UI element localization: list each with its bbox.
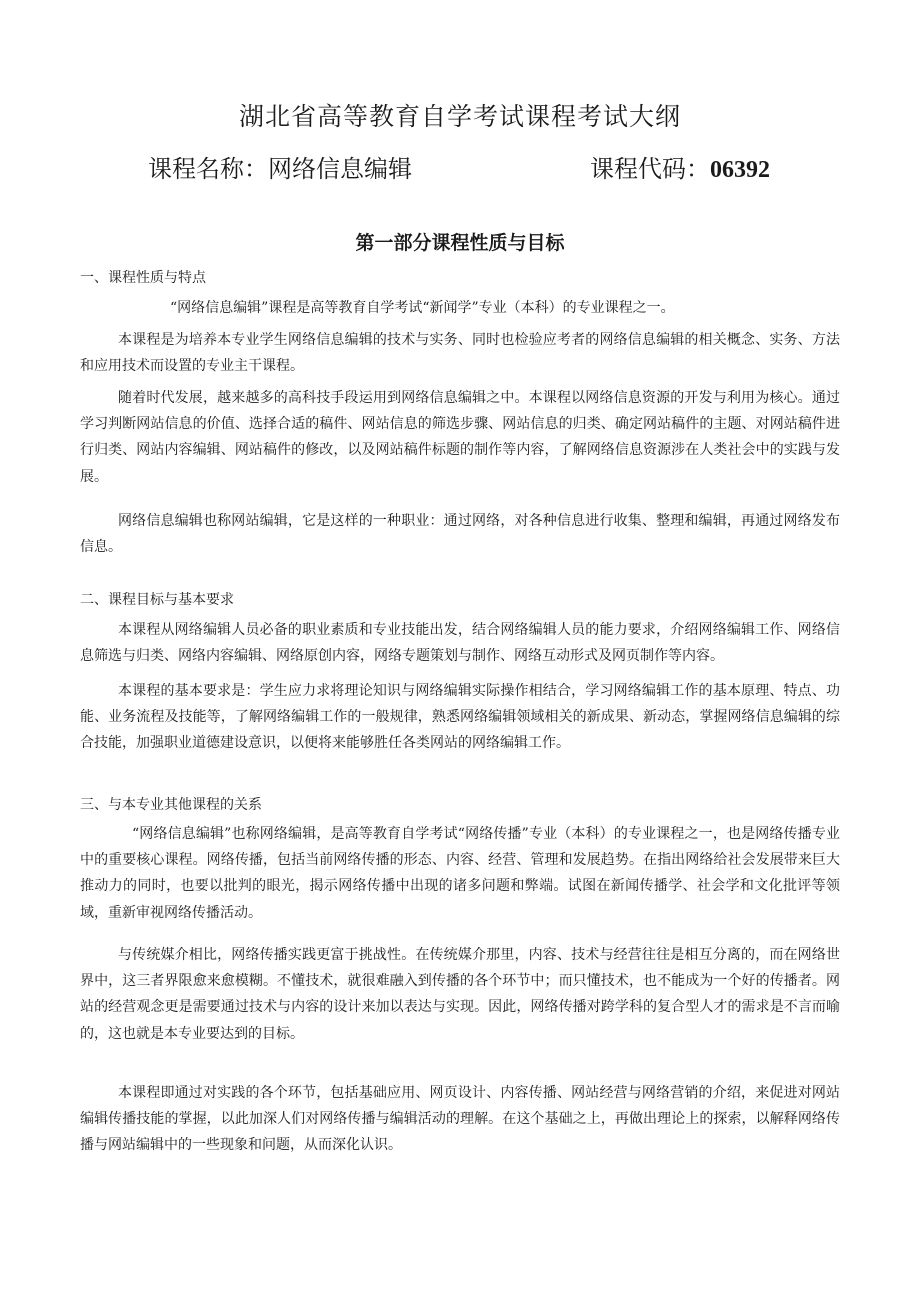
paragraph: 随着时代发展，越来越多的高科技手段运用到网络信息编辑之中。本课程以网络信息资源的开发与利用为核心。通过学习判断网站信息的价值、选择合适的稿件、网站信息的筛选步骤、网站信息的归类、确定网站稿件的主题、对网站稿件进行归类、网站内容编辑、网站稿件的修改，以及网站稿件标题的制作等内容，了解网络信息资源涉在人类社会中的实践与发展。 xyxy=(80,390,840,485)
course-code-value: 06392 xyxy=(710,157,770,183)
paragraph: 与传统媒介相比，网络传播实践更富于挑战性。在传统媒介那里，内容、技术与经营往往是相互分离的，而在网络世界中，这三者界限愈来愈模糊。不懂技术，就很难融入到传播的各个环节中；而只懂技术，也不能成为一个好的传播者。网站的经营观念更是需要通过技术与内容的设计来加以表达与实现。因此，网络传播对跨学科的复合型人才的需求是不言而喻的，这也就是本专业要达到的目标。 xyxy=(80,947,840,1042)
paragraph: “网络信息编辑”也称网络编辑，是高等教育自学考试“网络传播”专业（本科）的专业课程之一，也是网络传播专业中的重要核心课程。网络传播，包括当前网络传播的形态、内容、经营、管理和发展趋势。在指出网络给社会发展带来巨大推动力的同时，也要以批判的眼光，揭示网络传播中出现的诸多问题和弊端。试图在新闻传播学、社会学和文化批评等领域，重新审视网络传播活动。 xyxy=(80,826,840,921)
paragraph: 本课程从网络编辑人员必备的职业素质和专业技能出发，结合网络编辑人员的能力要求，介绍网络编辑工作、网络信息筛选与归类、网络内容编辑、网络原创内容，网络专题策划与制作、网络互动形式及网页制作等内容。 xyxy=(80,622,840,665)
course-code-label: 课程代码： xyxy=(590,155,710,183)
paragraph: 本课程是为培养本专业学生网络信息编辑的技术与实务、同时也检验应考者的网络信息编辑的相关概念、实务、方法和应用技术而设置的专业主干课程。 xyxy=(80,332,840,375)
paragraph: 本课程的基本要求是：学生应力求将理论知识与网络编辑实际操作相结合，学习网络编辑工作的基本原理、特点、功能、业务流程及技能等，了解网络编辑工作的一般规律，熟悉网络编辑领域相关的新成果、新动态，掌握网络信息编辑的综合技能，加强职业道德建设意识，以便将来能够胜任各类网站的网络编辑工作。 xyxy=(80,683,840,752)
paragraph: 本课程即通过对实践的各个环节，包括基础应用、网页设计、内容传播、网站经营与网络营销的介绍，来促进对网站编辑传播技能的掌握，以此加深人们对网络传播与编辑活动的理解。在这个基础之上，再做出理论上的探索，以解释网络传播与网站编辑中的一些现象和问题，从而深化认识。 xyxy=(80,1085,840,1154)
section-heading-1: 一、课程性质与特点 xyxy=(80,270,206,286)
part-heading: 第一部分课程性质与目标 xyxy=(355,232,565,254)
document-title: 湖北省高等教育自学考试课程考试大纲 xyxy=(238,102,681,131)
section-heading-3: 三、与本专业其他课程的关系 xyxy=(80,797,262,813)
section-heading-2: 二、课程目标与基本要求 xyxy=(80,592,234,608)
course-name-line: 课程名称：网络信息编辑 xyxy=(148,155,412,183)
paragraph: 网络信息编辑也称网站编辑，它是这样的一种职业：通过网络，对各种信息进行收集、整理和编辑，再通过网络发布信息。 xyxy=(80,513,840,556)
course-code-line xyxy=(590,152,770,187)
paragraph: “网络信息编辑”课程是高等教育自学考试“新闻学”专业（本科）的专业课程之一。 xyxy=(170,300,675,316)
